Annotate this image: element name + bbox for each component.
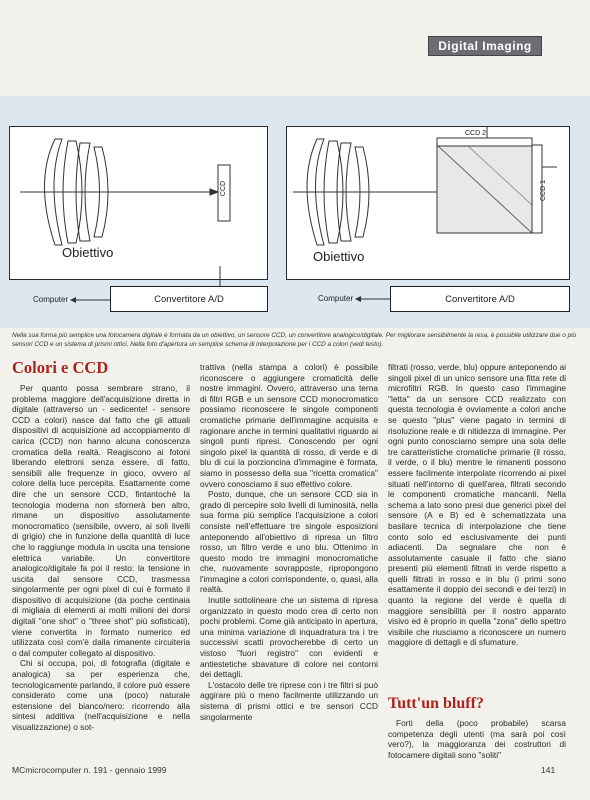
right-ccd1-label: CCD 1 [540,179,548,202]
col1-paragraph: Per quanto possa sembrare strano, il problema maggiore dell'acquisizione diretta in digitale (attraverso un - sedicente! - sensore CCD a colori) nasce dal fatto che gli attuali dispositivi di acquisizione ad accoppiamento di carica (CCD) non hanno alcuna conoscenza cromatica della realtà. Reagiscono ai fotoni liberando elettroni senza essere, di fatto, sensibili alle frequenze in gioco, ovvero al colore della luce percepita. Esattamente come dire che un sensore CCD, fintantoché la tecnologia moderna non sfornerà ben altro, rimane un dispositivo assolutamente monocromatico (sensibile, ovvero, ai soli livelli di grigio) che in funzione della quantità di luce che lo raggiunge modula in uscita una tensione elettrica variabile. Un convertitore analogico/digitale fa poi il resto: la tensione in uscita dal sensore CCD, trasmessa singolarmente per ogni pixel di cui è formato il dispositivo di acquisizione (da poche centinaia di migliaia di elementi ai molti milioni dei dorsi digitali "one shot" o "three shot" più sofisticati), viene convertita in formato numerico ed utilizzata così com'è dalla rimanente circuiteria o dal computer collegato al dispositivo. [12,383,190,658]
left-optics-drawing [10,127,267,279]
right-arrow-icon [355,295,390,303]
col1-paragraph: Chi si occupa, poi, di fotografia (digitale e analogica) sa per esperienza che, tecnologicamente parlando, il colore può essere considerato come una (poco) naturale estensione del bianco/nero: ricorrendo alla sintesi additiva (nell'acquisizione e nella visualizzazione) o sot- [12,658,190,732]
right-diagram-box [286,126,570,280]
left-computer-label: Computer [33,295,69,304]
column-3b [388,718,566,760]
footer-publication: MCmicrocomputer n. 191 - gennaio 1999 [12,765,167,775]
col2-paragraph: Posto, dunque, che un sensore CCD sia in grado di percepire solo livelli di luminosità, nella sua forma più semplice l'acquisizione a colori consiste nell'effettuare tre singole esposizioni anteponendo all'obiettivo di ripresa un filtro rosso, un filtro verde e uno blu. Ottenimo in questo modo tre immagini monocromatiche che, nuovamente sovrapposte, ripropongono l'immagine a colori corrispondente, o, quasi, alla realtà. [200,489,378,595]
left-converter-box [110,286,268,312]
left-connector-line [210,266,270,288]
column-3 [388,362,566,648]
section-tag: Digital Imaging [428,36,542,56]
right-ccd2-label: CCD 2 [465,130,487,137]
article-title: Colori e CCD [12,358,109,377]
figure-caption: Nella sua forma più semplice una fotocamera digitale è formata da un obiettivo, un sensore CCD, un convertitore analogico/digitale. Per migliorare sensibilmente la resa, è possibile utilizzare due o più sensori CCD e un sistema di prismi ottici. Nella foto d'apertura un semplice schema di interpolazione per i CCD a colori (vedi testo). [12,332,577,348]
section-title-2: Tutt'un bluff? [388,695,484,712]
right-computer-label: Computer [318,294,354,303]
left-ccd-label: CCD [220,180,228,197]
col2-paragraph: L'ostacolo delle tre riprese con i tre filtri si può aggirare più o meno facilmente utilizzando un sistema di prismi ottici e tre sensori CCD singolarmente [200,679,378,722]
left-diagram-box [9,126,268,280]
figure-panel [0,96,590,328]
left-converter-label: Convertitore A/D [154,293,224,305]
left-arrow-icon [70,296,110,304]
right-converter-label: Convertitore A/D [445,293,515,305]
column-1 [12,383,190,733]
page-number: 141 [541,765,556,775]
right-lens-label: Obiettivo [313,249,365,264]
right-converter-box [390,286,570,312]
col3b-paragraph: Forti della (poco probabile) scarsa competenza degli utenti (ma sarà poi così vero?), la maggioranza dei costruttori di fotocamere digitali sono "soliti" [388,718,566,760]
col3-paragraph: filtrati (rosso, verde, blu) oppure anteponendo ai singoli pixel di un unico sensore una fitta rete di microfiltri RGB. In questo caso l'immagine "letta" da un sensore CCD realizzato con questa tecnologia è ovviamente a colori anche se questo "plus" viene pagato in termini di risoluzione reale e di nitidezza di immagine. Per ogni punto conosciamo sempre una sola delle tre caratteristiche cromatiche primarie (il rosso, il verde, o il blu) mentre le rimanenti possono essere facilmente interpolate ricorrendo ai pixel situati nell'intorno di quell'area, filtrati secondo le componenti cromatiche mancanti. Nella schema a lato sono presi due generici pixel del sensore (A e B) ed è schematizzata una basilare tecnica di interpolazione che tiene conto solo ed esclusivamente dei punti adiacenti. Da segnalare che non è assolutamente casuale il fatto che siano presenti più elementi filtrati in verde rispetto a quelli filtrati in rosso e in blu (i primi sono esattamente il doppio dei secondi e dei terzi) in quanto la regione del verde è quella di maggiore sensibilità per il nostro apparato visivo ed è proprio in quella "zona" dello spettro visibile che riusciamo a riconoscere un numero maggiore di dettagli e di sfumature. [388,362,566,648]
col2-paragraph: trattiva (nella stampa a colori) è possibile riconoscere o aggiungere cromaticità delle nostre immagini. Ovvero, attraverso una terna di filtri RGB e un sensore CCD monocromatico possiamo riconoscere le singole componenti cromatiche primarie dell'immagine acquisita e ragionare anche in termini qualitativi riguardo ai singoli punti ripresi. Conoscendo per ogni singolo pixel la quantità di rosso, di verde e di blu di cui la porzioncina d'immagine è formata, siamo in possesso della sua "ricetta cromatica" ovvero conosciamo il suo effettivo colore. [200,362,378,489]
left-lens-label: Obiettivo [62,245,114,260]
col2-paragraph: Inutile sottolineare che un sistema di ripresa organizzato in questo modo crea di certo non pochi problemi. Come già anticipato in apertura, una minima variazione di inquadratura tra i tre successivi scatti provocherebbe di certo un vistoso "fuori registro" con evidenti e antiestetiche sbavature di colore nei contorni dei dettagli. [200,595,378,680]
column-2 [200,362,378,722]
